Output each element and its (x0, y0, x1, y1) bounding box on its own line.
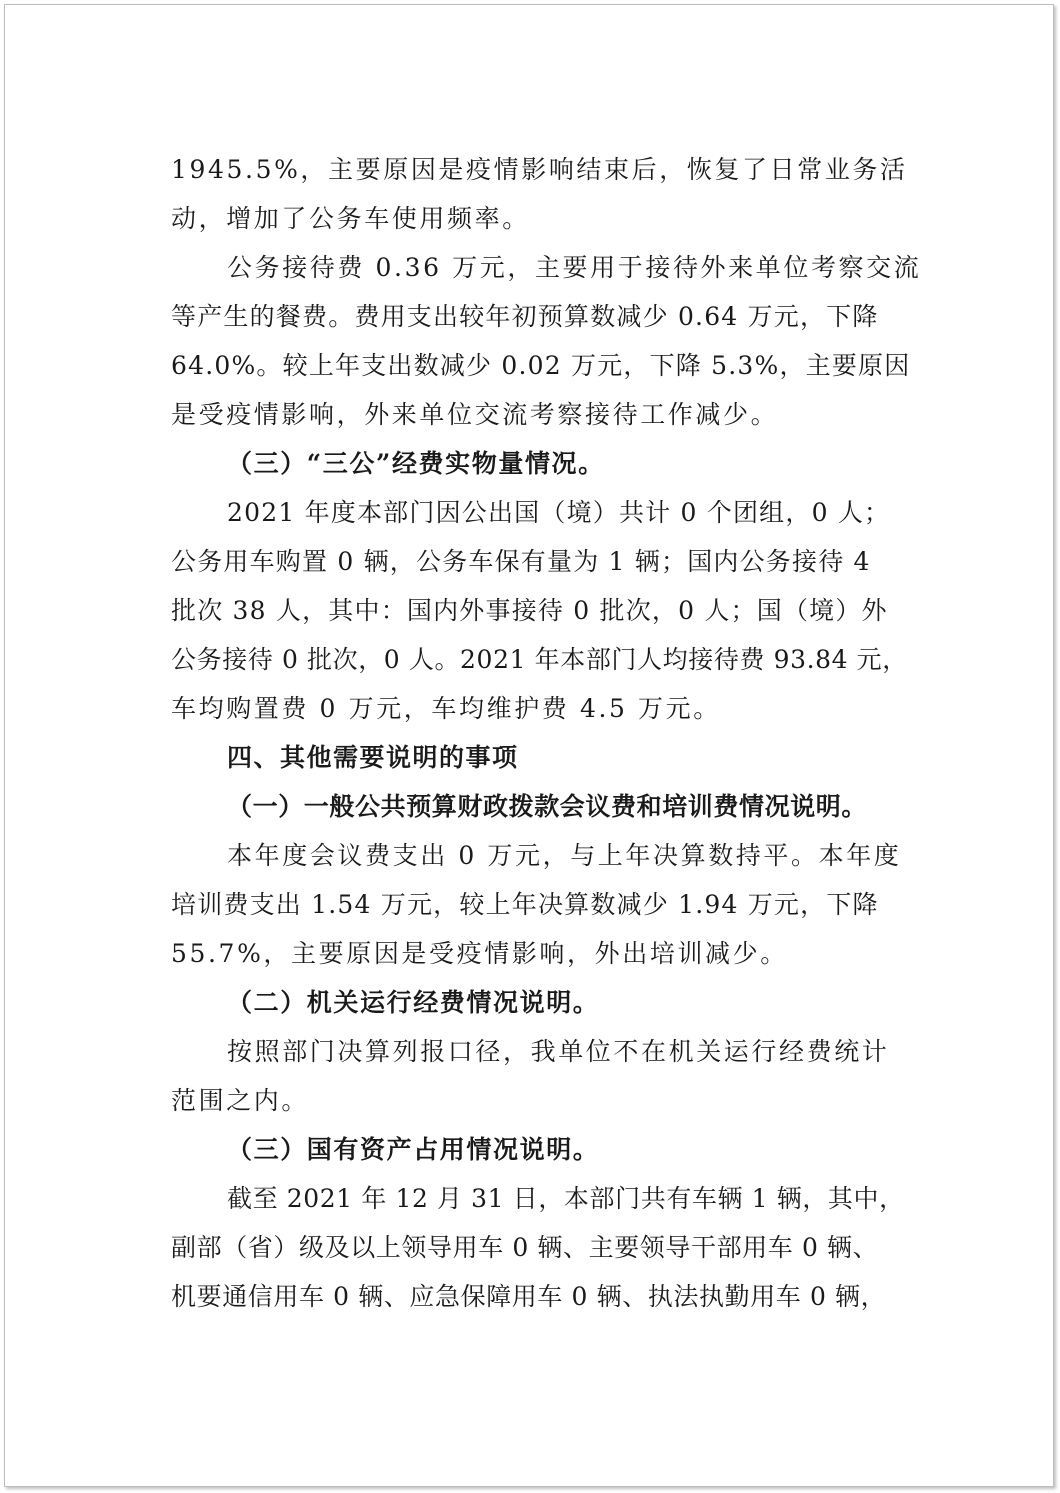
section-subheading: （三）国有资产占用情况说明。 (227, 1135, 600, 1164)
paragraph-line: 批次 38 人，其中：国内外事接待 0 批次，0 人；国（境）外 (171, 596, 888, 625)
paragraph-line: 截至 2021 年 12 月 31 日，本部门共有车辆 1 辆，其中， (227, 1184, 905, 1213)
paragraph-line: 机要通信用车 0 辆、应急保障用车 0 辆、执法执勤用车 0 辆， (171, 1282, 887, 1311)
section-subheading: （二）机关运行经费情况说明。 (227, 988, 600, 1017)
paragraph-line: 1945.5%，主要原因是疫情影响结束后，恢复了日常业务活 (171, 155, 908, 184)
paragraph-line: 是受疫情影响，外来单位交流考察接待工作减少。 (171, 400, 779, 429)
paragraph-line: 等产生的餐费。费用支出较年初预算数减少 0.64 万元，下降 (171, 302, 879, 331)
document-body (171, 145, 922, 1321)
paragraph-line: 动，增加了公务车使用频率。 (171, 204, 530, 233)
paragraph-line: 公务用车购置 0 辆，公务车保有量为 1 辆；国内公务接待 4 (171, 547, 871, 576)
paragraph-line: 范围之内。 (171, 1086, 310, 1115)
paragraph-line: 本年度会议费支出 0 万元，与上年决算数持平。本年度 (227, 841, 902, 870)
section-heading: 四、其他需要说明的事项 (227, 743, 519, 772)
page-frame (4, 4, 1054, 1487)
paragraph-line: 车均购置费 0 万元，车均维护费 4.5 万元。 (171, 694, 721, 723)
paragraph-line: 培训费支出 1.54 万元，较上年决算数减少 1.94 万元，下降 (171, 890, 879, 919)
paragraph-line: 公务接待 0 批次，0 人。2021 年本部门人均接待费 93.84 元， (171, 645, 908, 674)
paragraph-line: 2021 年度本部门因公出国（境）共计 0 个团组，0 人； (227, 498, 891, 527)
paragraph-line: 按照部门决算列报口径，我单位不在机关运行经费统计 (227, 1037, 890, 1066)
paragraph-line: 64.0%。较上年支出数减少 0.02 万元，下降 5.3%，主要原因 (171, 351, 911, 380)
paragraph-line: 副部（省）级及以上领导用车 0 辆、主要领导干部用车 0 辆、 (171, 1233, 879, 1262)
paragraph-line: 55.7%，主要原因是受疫情影响，外出培训减少。 (171, 939, 788, 968)
section-subheading: （一）一般公共预算财政拨款会议费和培训费情况说明。 (227, 792, 868, 821)
section-subheading: （三）“三公”经费实物量情况。 (227, 449, 605, 478)
paragraph-line: 公务接待费 0.36 万元，主要用于接待外来单位考察交流 (227, 253, 922, 282)
